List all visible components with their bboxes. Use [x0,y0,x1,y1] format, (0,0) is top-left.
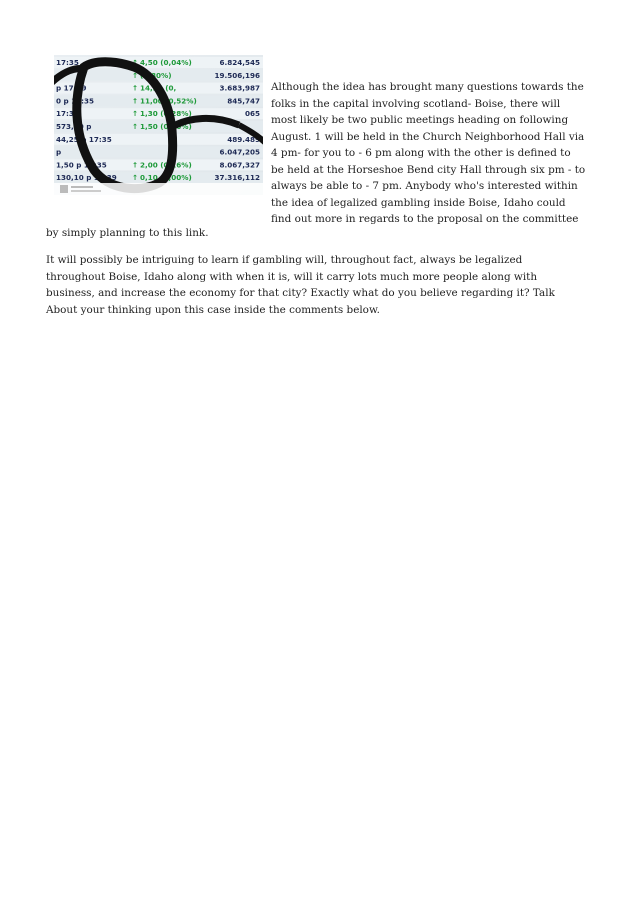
ticker-change: 1,30 (0,28%) [140,109,192,119]
paragraph-line: folks in the capital involving scotland- Boise, there will [271,97,561,110]
paragraph-line: Although the idea has brought many questions towards the [271,81,584,93]
ticker-left: 17:35 [56,109,79,119]
paragraph-line: It will possibly be intriguing to learn if gambling will, throughout fact, always be legalized [46,254,523,266]
ticker-left: 44,25 p 17:35 [56,134,112,144]
up-arrow-icon: ↑ [132,173,139,183]
ticker-change: 0,10 (0,00%) [140,173,192,183]
up-arrow-icon: ↑ [132,70,139,80]
ticker-right: 489.489 [227,134,260,144]
paragraph-1 [271,79,601,228]
ticker-right: 19.506,196 [214,70,260,80]
paragraph-line: August. 1 will be held in the Church Neighborhood Hall via [271,130,585,143]
ticker-change: 2,00 (0,16%) [140,160,192,170]
paragraph-line: business, and increase the economy for that city? Exactly what do you believe regarding it? Talk [46,287,555,299]
ticker-right: 6.047,205 [219,147,260,157]
up-arrow-icon: ↑ [132,122,139,131]
paragraph-line: 4 pm- for you to - 6 pm along with the other is defined to [271,147,571,159]
ticker-left: p 17:39 [56,83,87,93]
paragraph-line: the idea of legalized gambling inside Boise, Idaho could [271,196,566,209]
ticker-left: 573,00 p [56,122,92,131]
ticker-right: 6.824,545 [219,58,260,67]
ticker-change: 4,50 (0,04%) [140,58,192,67]
up-arrow-icon: ↑ [132,58,139,67]
stock-ticker-photo [54,55,263,195]
paragraph-2 [46,252,606,318]
up-arrow-icon: ↑ [132,160,139,170]
paragraph-line: About your thinking upon this case inside the comments below. [46,303,380,316]
ticker-left: 0 p 17:35 [56,96,95,106]
ticker-left: 130,10 p 17:39 [56,173,117,183]
up-arrow-icon: ↑ [132,109,139,119]
stock-ticker-photo-icon [54,55,263,195]
paragraph-line: always be able to - 7 pm. Anybody who's interested within [271,180,578,192]
paragraph-line: by simply planning to this link. [46,227,209,239]
ticker-right: 3.683,987 [219,83,260,93]
ticker-left: 1,50 p 17:35 [56,160,107,170]
paragraph-line: find out more in regards to the proposal on the committee [271,213,579,225]
ticker-right: 8.067,327 [219,160,260,170]
ticker-change: 11,00 (0,52%) [140,96,197,106]
ticker-change: 1,50 (0,26%) [140,122,192,131]
paragraph-1-tail [46,225,606,242]
ticker-right: 37.316,112 [214,173,260,183]
ticker-left: p [56,147,62,157]
ticker-change: 14,25 (0, [140,83,177,93]
up-arrow-icon: ↑ [132,96,139,106]
up-arrow-icon: ↑ [132,83,139,93]
ticker-change: (0,80%) [140,70,172,80]
paragraph-line: throughout Boise, Idaho along with when it is, will it carry lots much more people along with [46,270,538,283]
paragraph-line: most likely be two public meetings heading on following [271,114,569,126]
paragraph-line: be held at the Horseshoe Bend city Hall through six pm - to [271,163,586,176]
ticker-right: 845,747 [227,96,260,106]
ticker-left: 17:35 [56,58,79,67]
ticker-right: 065 [244,109,260,119]
